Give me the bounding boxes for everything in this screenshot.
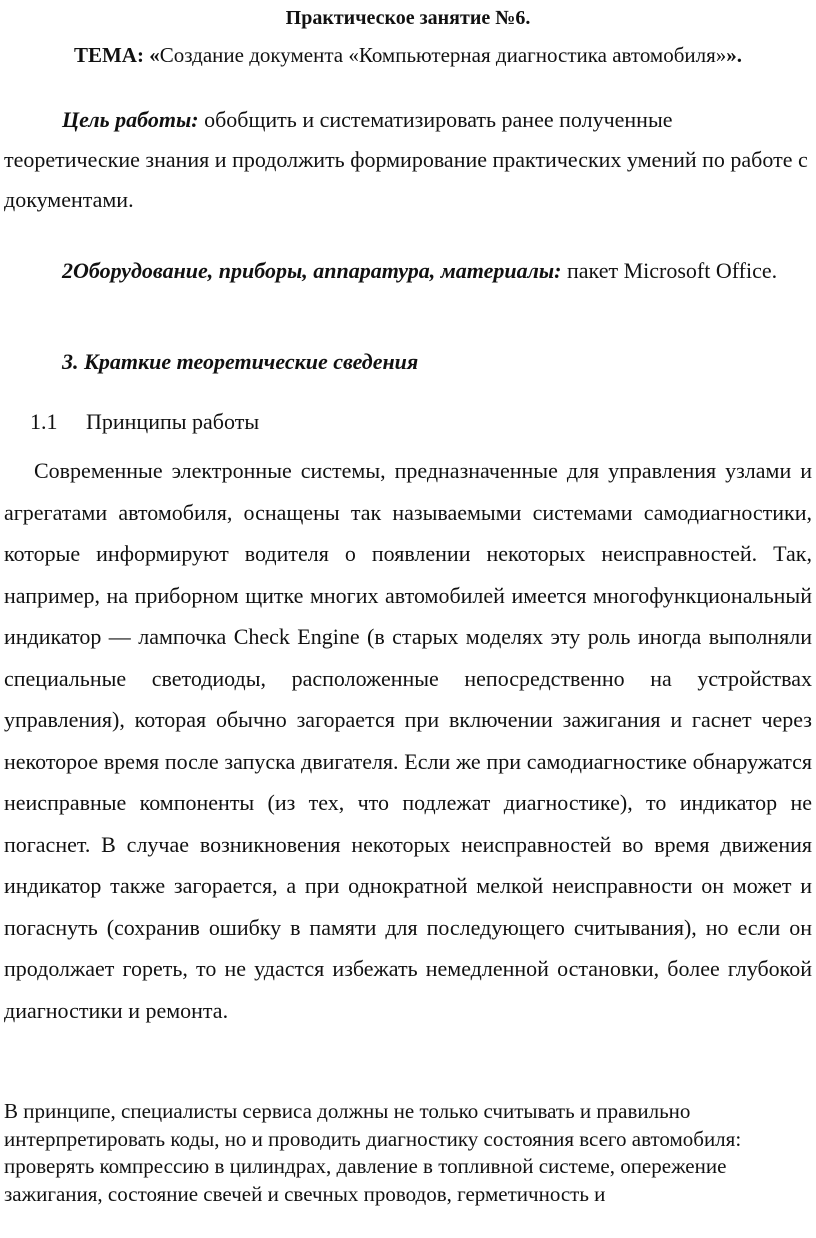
document-title: Практическое занятие №6. <box>285 7 531 29</box>
topic-end: ». <box>726 43 743 67</box>
main-paragraph: Современные электронные системы, предназначенные для управления узлами и агрегатами автомобиля, оснащены так называемыми системами самодиагностики, которые информируют водителя о появлении некоторых неисправностей. Так, например, на приборном щитке многих автомобилей имеется многофункциональный индикатор — лампочка Check Engine (в старых моделях эту роль иногда выполняли специальные светодиоды, расположенные непосредственно на устройствах управления), которая обычно загорается при включении зажигания и гаснет через некоторое время после запуска двигателя. Если же при самодиагностике обнаружатся неисправные компоненты (из тех, что подлежат диагностике), то индикатор не погаснет. В случае возникновения некоторых неисправностей во время движения индикатор также загорается, а при однократной мелкой неисправности он может и погаснуть (сохранив ошибку в памяти для последующего считывания), но если он продолжает гореть, то не удастся избежать немедленной остановки, более глубокой диагностики и ремонта. <box>4 458 812 1023</box>
equipment-text: пакет Microsoft Office. <box>561 258 778 283</box>
topic-label: ТЕМА: « <box>73 43 160 67</box>
subsection-title: Принципы работы <box>86 409 260 434</box>
goal-text: обобщить и систематизировать ранее полученные теоретические знания и продолжить формирование практических умений по работе с документами. <box>4 107 808 212</box>
goal-paragraph <box>4 100 812 220</box>
document-topic <box>0 40 816 70</box>
subsection-number: 1.1 <box>30 409 58 434</box>
bottom-paragraph: В принципе, специалисты сервиса должны не только считывать и правильно интерпретировать коды, но и проводить диагностику состояния всего автомобиля: проверять компрессию в цилиндрах, давление в топливной системе, опережение зажигания, состояние свечей и свечных проводов, герметичность и <box>4 1099 742 1206</box>
goal-label: Цель работы: <box>62 107 199 132</box>
subsection-heading <box>30 402 259 442</box>
topic-text: Создание документа «Компьютерная диагностика автомобиля» <box>159 43 727 67</box>
equipment-paragraph <box>4 250 812 292</box>
equipment-label: 2Оборудование, приборы, аппаратура, материалы: <box>62 258 562 283</box>
section-heading: 3. Краткие теоретические сведения <box>62 349 419 374</box>
